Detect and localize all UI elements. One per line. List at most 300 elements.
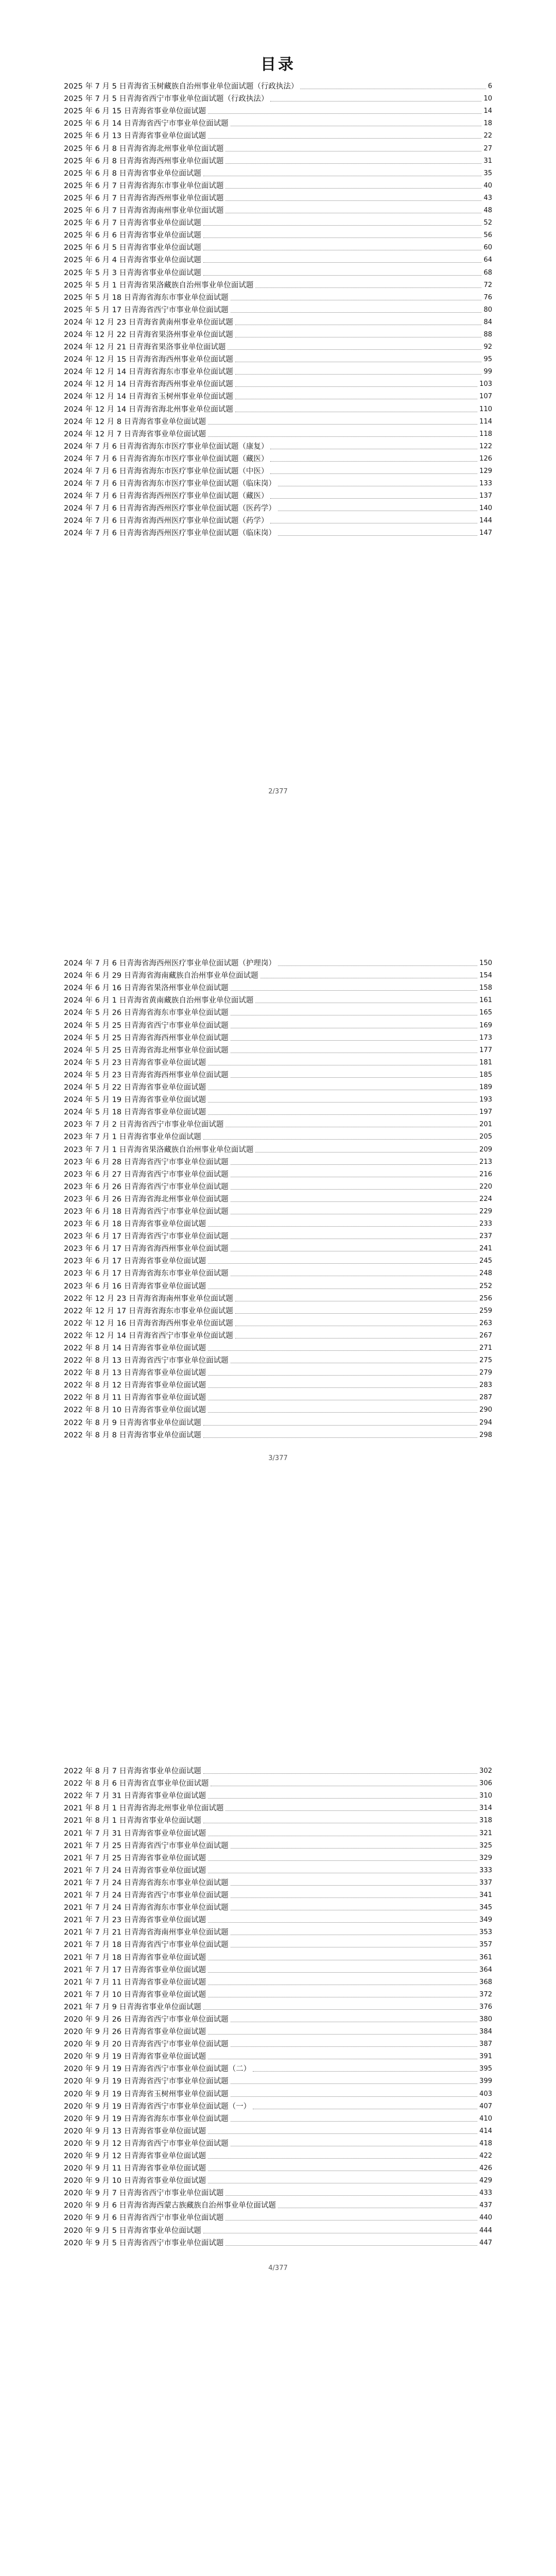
toc-entry-page: 237: [479, 1232, 492, 1241]
toc-dot-leader: [231, 1201, 478, 1202]
toc-entry[interactable]: [64, 1118, 492, 1131]
toc-entry-title: 2024 年 5 月 26 日青海省海东市事业单位面试题: [64, 1009, 229, 1018]
toc-entry-title: 2023 年 6 月 17 日青海省事业单位面试题: [64, 1257, 206, 1266]
toc-entry-title: 2024 年 12 月 8 日青海省事业单位面试题: [64, 417, 206, 426]
toc-entry-page: 126: [479, 454, 492, 463]
toc-entry-page: 147: [479, 529, 492, 537]
toc-entry[interactable]: [64, 403, 492, 415]
toc-entry-page: 267: [479, 1331, 492, 1340]
toc-entry[interactable]: [64, 2050, 492, 2063]
toc-dot-leader: [203, 1139, 477, 1140]
toc-entry-title: 2021 年 7 月 11 日青海省事业单位面试题: [64, 1978, 206, 1987]
toc-entry-page: 410: [479, 2114, 492, 2123]
toc-entry-title: 2022 年 12 月 23 日青海省海南州事业单位面试题: [64, 1294, 233, 1303]
toc-entry[interactable]: [64, 994, 492, 1007]
toc-entry-title: 2023 年 6 月 17 日青海省海东市事业单位面试题: [64, 1269, 229, 1278]
toc-entry-title: 2020 年 9 月 19 日青海省玉树州事业单位面试题: [64, 2090, 229, 2098]
toc-entry[interactable]: [64, 2063, 492, 2075]
toc-entry-title: 2022 年 8 月 8 日青海省事业单位面试题: [64, 1431, 201, 1439]
toc-entry-page: 290: [479, 1406, 492, 1414]
toc-entry-title: 2025 年 6 月 8 日青海省海西州事业单位面试题: [64, 157, 224, 165]
toc-entry-page: 418: [479, 2139, 492, 2147]
toc-dot-leader: [231, 312, 482, 313]
toc-entry[interactable]: [64, 329, 492, 341]
toc-entry[interactable]: [64, 1280, 492, 1292]
toc-entry[interactable]: [64, 1057, 492, 1069]
toc-dot-leader: [231, 1164, 478, 1165]
toc-entry-title: 2025 年 6 月 7 日青海省事业单位面试题: [64, 219, 201, 228]
toc-entry-page: 345: [479, 1904, 492, 1912]
toc-entry[interactable]: [64, 378, 492, 391]
toc-dot-leader: [253, 2071, 477, 2072]
toc-entry-title: 2025 年 6 月 4 日青海省事业单位面试题: [64, 256, 201, 265]
toc-entry-page: 56: [483, 231, 492, 240]
toc-entry[interactable]: [64, 453, 492, 465]
toc-entry[interactable]: [64, 316, 492, 329]
toc-entry[interactable]: [64, 1964, 492, 1976]
toc-entry[interactable]: [64, 465, 492, 478]
toc-entry-title: 2024 年 6 月 1 日青海省黄南藏族自治州事业单位面试题: [64, 996, 254, 1005]
toc-entry-page: 43: [483, 194, 492, 202]
toc-entry[interactable]: [64, 242, 492, 254]
toc-entry-page: 158: [479, 984, 492, 992]
toc-entry-title: 2020 年 9 月 19 日青海省西宁市事业单位面试题（一）: [64, 2102, 251, 2111]
toc-entry[interactable]: [64, 2100, 492, 2113]
toc-entry[interactable]: [64, 1404, 492, 1416]
toc-entry[interactable]: [64, 130, 492, 142]
toc-dot-leader: [231, 2046, 478, 2047]
toc-entry[interactable]: [64, 1193, 492, 1206]
toc-entry[interactable]: [64, 1765, 492, 1777]
toc-entry[interactable]: [64, 2224, 492, 2236]
toc-entry-page: 193: [479, 1096, 492, 1104]
toc-entry[interactable]: [64, 2088, 492, 2100]
toc-dot-leader: [208, 1387, 477, 1388]
toc-entry[interactable]: [64, 527, 492, 539]
toc-entry[interactable]: [64, 1168, 492, 1181]
toc-entry[interactable]: [64, 970, 492, 982]
toc-entry-page: 76: [483, 293, 492, 301]
toc-entry-page: 95: [483, 355, 492, 364]
toc-entry-title: 2024 年 5 月 25 日青海省海北州事业单位面试题: [64, 1046, 229, 1055]
toc-entry[interactable]: [64, 2113, 492, 2125]
toc-entry[interactable]: [64, 1230, 492, 1243]
toc-entry-title: 2024 年 5 月 18 日青海省事业单位面试题: [64, 1108, 206, 1117]
toc-entry-page: 387: [479, 2040, 492, 2048]
toc-entry[interactable]: [64, 341, 492, 353]
toc-entry[interactable]: [64, 1106, 492, 1118]
toc-page-1: [0, 0, 556, 824]
toc-entry[interactable]: [64, 1802, 492, 1815]
toc-dot-leader: [270, 461, 477, 462]
toc-entry[interactable]: [64, 366, 492, 378]
toc-entry[interactable]: [64, 1317, 492, 1330]
toc-entry-title: 2021 年 8 月 1 日青海省海北州事业单位面试题: [64, 1804, 224, 1813]
toc-entry[interactable]: [64, 1976, 492, 1989]
toc-entry-page: 241: [479, 1245, 492, 1253]
toc-entry-title: 2021 年 7 月 23 日青海省事业单位面试题: [64, 1916, 206, 1925]
toc-entry[interactable]: [64, 167, 492, 180]
toc-entry-title: 2020 年 9 月 20 日青海省西宁市事业单位面试题: [64, 2040, 229, 2049]
toc-entry[interactable]: [64, 1243, 492, 1255]
toc-entry-title: 2022 年 8 月 14 日青海省事业单位面试题: [64, 1344, 206, 1352]
toc-entry-page: 205: [479, 1133, 492, 1141]
toc-entry[interactable]: [64, 1416, 492, 1429]
toc-entry[interactable]: [64, 490, 492, 502]
toc-entry-title: 2022 年 8 月 9 日青海省事业单位面试题: [64, 1418, 201, 1427]
toc-entry-page: 118: [479, 430, 492, 438]
toc-dot-leader: [228, 349, 481, 350]
toc-entry[interactable]: [64, 1032, 492, 1044]
toc-entry-page: 22: [483, 132, 492, 140]
toc-entry[interactable]: [64, 192, 492, 205]
toc-entry[interactable]: [64, 1156, 492, 1168]
toc-entry[interactable]: [64, 205, 492, 217]
toc-entry[interactable]: [64, 1255, 492, 1267]
toc-entry-page: 31: [483, 157, 492, 165]
toc-entry-title: 2023 年 6 月 27 日青海省西宁市事业单位面试题: [64, 1170, 229, 1179]
toc-entry-title: 2024 年 12 月 14 日青海省海西州事业单位面试题: [64, 380, 233, 389]
toc-entry-page: 72: [483, 281, 492, 289]
toc-entry-title: 2023 年 6 月 18 日青海省事业单位面试题: [64, 1220, 206, 1229]
toc-entry-page: 245: [479, 1257, 492, 1265]
toc-entry-page: 110: [479, 405, 492, 413]
toc-dot-leader: [225, 200, 481, 201]
toc-entry-page: 60: [483, 244, 492, 252]
toc-entry[interactable]: [64, 1354, 492, 1367]
toc-entry-title: 2021 年 7 月 24 日青海省西宁市事业单位面试题: [64, 1891, 229, 1900]
toc-entry-title: 2023 年 7 月 2 日青海省西宁市事业单位面试题: [64, 1121, 224, 1129]
toc-entry[interactable]: [64, 2175, 492, 2187]
toc-entry-title: 2020 年 9 月 19 日青海省西宁市事业单位面试题: [64, 2077, 229, 2086]
toc-entry-title: 2021 年 7 月 25 日青海省西宁市事业单位面试题: [64, 1841, 229, 1850]
toc-entry-page: 314: [479, 1804, 492, 1812]
toc-dot-leader: [208, 1226, 477, 1227]
toc-dot-leader: [231, 2096, 478, 2097]
toc-entry[interactable]: [64, 1827, 492, 1839]
toc-entry-title: 2024 年 12 月 14 日青海省海北州事业单位面试题: [64, 405, 233, 414]
toc-entry[interactable]: [64, 416, 492, 428]
toc-entry-page: 447: [479, 2239, 492, 2247]
toc-dot-leader: [225, 2195, 477, 2196]
toc-entry-title: 2021 年 7 月 24 日青海省海东市事业单位面试题: [64, 1904, 229, 1912]
toc-entry-title: 2024 年 7 月 6 日青海省海西州医疗事业单位面试题（医药学）: [64, 504, 276, 513]
toc-entry-title: 2024 年 12 月 23 日青海省黄南州事业单位面试题: [64, 318, 233, 327]
toc-entry[interactable]: [64, 1081, 492, 1094]
toc-entry[interactable]: [64, 957, 492, 970]
toc-entry[interactable]: [64, 180, 492, 192]
toc-entry-title: 2020 年 9 月 10 日青海省事业单位面试题: [64, 2177, 206, 2185]
toc-entry-title: 2021 年 8 月 1 日青海省事业单位面试题: [64, 1817, 201, 1825]
toc-entry[interactable]: [64, 229, 492, 242]
toc-entry-page: 433: [479, 2189, 492, 2197]
toc-entry-title: 2024 年 12 月 21 日青海省果洛事业单位面试题: [64, 343, 226, 352]
toc-entry[interactable]: [64, 1094, 492, 1106]
toc-entry-page: 173: [479, 1033, 492, 1042]
toc-entry[interactable]: [64, 155, 492, 167]
toc-entry-page: 92: [483, 343, 492, 351]
toc-entry[interactable]: [64, 440, 492, 453]
toc-entry-title: 2020 年 9 月 11 日青海省事业单位面试题: [64, 2164, 206, 2173]
toc-entry[interactable]: [64, 1379, 492, 1392]
toc-entry-page: 380: [479, 2015, 492, 2023]
toc-entry-page: 161: [479, 996, 492, 1005]
toc-entry-page: 407: [479, 2102, 492, 2110]
toc-entry[interactable]: [64, 80, 492, 93]
toc-entry[interactable]: [64, 353, 492, 366]
toc-entry-page: 341: [479, 1891, 492, 1900]
toc-dot-leader: [231, 1897, 478, 1898]
toc-entry-title: 2024 年 7 月 6 日青海省海东市医疗事业单位面试题（藏医）: [64, 454, 269, 463]
toc-title: 目录: [260, 56, 296, 74]
toc-entry-page: 403: [479, 2090, 492, 2098]
page-number: 2/377: [268, 788, 288, 795]
toc-entry-title: 2021 年 7 月 31 日青海省事业单位面试题: [64, 1829, 206, 1838]
toc-entry[interactable]: [64, 1367, 492, 1379]
toc-entry[interactable]: [64, 1206, 492, 1218]
toc-entry[interactable]: [64, 1815, 492, 1827]
toc-entry[interactable]: [64, 1429, 492, 1442]
toc-entry[interactable]: [64, 1926, 492, 1939]
toc-entry[interactable]: [64, 2150, 492, 2162]
toc-entry-title: 2023 年 6 月 17 日青海省西宁市事业单位面试题: [64, 1232, 229, 1241]
toc-entry-page: 333: [479, 1866, 492, 1874]
toc-entry[interactable]: [64, 1392, 492, 1404]
toc-entry-title: 2022 年 8 月 13 日青海省西宁市事业单位面试题: [64, 1357, 229, 1365]
toc-entry[interactable]: [64, 1044, 492, 1057]
toc-entry-title: 2022 年 8 月 7 日青海省事业单位面试题: [64, 1767, 201, 1776]
toc-entry[interactable]: [64, 1181, 492, 1193]
toc-entry-title: 2025 年 5 月 18 日青海省海东市事业单位面试题: [64, 293, 229, 302]
toc-entry-page: 437: [479, 2201, 492, 2210]
toc-dot-leader: [208, 1922, 477, 1923]
toc-entry-page: 263: [479, 1319, 492, 1327]
toc-entry[interactable]: [64, 2026, 492, 2038]
toc-entry-page: 444: [479, 2226, 492, 2234]
toc-entry-page: 376: [479, 2003, 492, 2011]
toc-entry-title: 2024 年 5 月 25 日青海省西宁市事业单位面试题: [64, 1021, 229, 1030]
toc-entry-title: 2023 年 6 月 17 日青海省海西州事业单位面试题: [64, 1245, 229, 1253]
toc-entry[interactable]: [64, 1019, 492, 1031]
toc-entry-title: 2022 年 8 月 10 日青海省事业单位面试题: [64, 1406, 206, 1415]
toc-entry[interactable]: [64, 982, 492, 994]
toc-entry[interactable]: [64, 1007, 492, 1019]
toc-entry[interactable]: [64, 2187, 492, 2199]
toc-entry[interactable]: [64, 1305, 492, 1317]
toc-entry[interactable]: [64, 2199, 492, 2212]
toc-entry-page: 256: [479, 1294, 492, 1302]
toc-entry[interactable]: [64, 2237, 492, 2249]
toc-entry[interactable]: [64, 2038, 492, 2050]
toc-entry[interactable]: [64, 2212, 492, 2224]
toc-entry-title: 2025 年 7 月 5 日青海省西宁市事业单位面试题（行政执法）: [64, 95, 269, 104]
toc-entry[interactable]: [64, 1330, 492, 1342]
toc-entry-page: 399: [479, 2077, 492, 2086]
toc-page-4: [0, 2458, 556, 2576]
toc-entry[interactable]: [64, 217, 492, 229]
toc-entry[interactable]: [64, 2075, 492, 2088]
toc-entry-page: 275: [479, 1357, 492, 1365]
toc-entry[interactable]: [64, 2013, 492, 2026]
toc-entry-page: 325: [479, 1841, 492, 1850]
toc-entry[interactable]: [64, 2162, 492, 2175]
toc-entry-page: 422: [479, 2152, 492, 2160]
toc-entry-page: 14: [483, 107, 492, 115]
toc-dot-leader: [208, 436, 477, 437]
toc-dot-leader: [208, 113, 481, 114]
toc-entry[interactable]: [64, 1865, 492, 1877]
toc-entry[interactable]: [64, 1218, 492, 1230]
toc-entry-page: 364: [479, 1965, 492, 1974]
toc-dot-leader: [203, 2009, 477, 2010]
toc-entry[interactable]: [64, 142, 492, 155]
toc-dot-leader: [208, 1860, 477, 1861]
toc-entry-page: 220: [479, 1182, 492, 1191]
toc-entry-title: 2021 年 7 月 9 日青海省事业单位面试题: [64, 2003, 201, 2011]
toc-dot-leader: [225, 163, 481, 164]
toc-entry[interactable]: [64, 1914, 492, 1926]
toc-entry-page: 279: [479, 1369, 492, 1377]
toc-entry-title: 2024 年 12 月 15 日青海省海西州事业单位面试题: [64, 355, 233, 364]
toc-entry-title: 2025 年 6 月 15 日青海省事业单位面试题: [64, 107, 206, 116]
toc-entry-page: 329: [479, 1854, 492, 1862]
toc-entry-title: 2024 年 5 月 23 日青海省海西州事业单位面试题: [64, 1071, 229, 1079]
toc-entry-page: 224: [479, 1195, 492, 1203]
toc-entry-page: 64: [483, 256, 492, 264]
toc-entry-page: 129: [479, 467, 492, 475]
toc-entry-title: 2021 年 7 月 17 日青海省事业单位面试题: [64, 1965, 206, 1974]
toc-entry-title: 2020 年 9 月 12 日青海省西宁市事业单位面试题: [64, 2139, 229, 2148]
toc-entry-page: 306: [479, 1780, 492, 1788]
toc-entry[interactable]: [64, 515, 492, 527]
toc-entry-title: 2025 年 6 月 6 日青海省事业单位面试题: [64, 231, 201, 240]
toc-entry[interactable]: [64, 117, 492, 130]
toc-entry[interactable]: [64, 2001, 492, 2013]
toc-entry[interactable]: [64, 1902, 492, 1914]
toc-entry-title: 2020 年 9 月 19 日青海省西宁市事业单位面试题（二）: [64, 2065, 251, 2074]
toc-entry-title: 2020 年 9 月 19 日青海省事业单位面试题: [64, 2053, 206, 2061]
toc-entry-title: 2023 年 6 月 18 日青海省西宁市事业单位面试题: [64, 1207, 229, 1216]
toc-entry-title: 2022 年 12 月 14 日青海省西宁市事业单位面试题: [64, 1331, 233, 1340]
toc-entry-page: 318: [479, 1817, 492, 1825]
toc-entry-title: 2025 年 5 月 3 日青海省事业单位面试题: [64, 268, 201, 277]
toc-dot-leader: [278, 965, 477, 966]
toc-entry-title: 2025 年 6 月 8 日青海省事业单位面试题: [64, 169, 201, 178]
toc-dot-leader: [255, 287, 481, 288]
toc-entry[interactable]: [64, 1989, 492, 2001]
toc-dot-leader: [208, 2158, 477, 2159]
toc-entry-title: 2023 年 7 月 1 日青海省果洛藏族自治州事业单位面试题: [64, 1145, 254, 1154]
toc-entry[interactable]: [64, 292, 492, 304]
toc-entry-page: 99: [483, 368, 492, 376]
toc-entry-page: 429: [479, 2177, 492, 2185]
toc-entry[interactable]: [64, 1852, 492, 1865]
toc-entry[interactable]: [64, 254, 492, 266]
toc-entry-title: 2022 年 8 月 6 日青海省直事业单位面试题: [64, 1780, 209, 1788]
toc-entry[interactable]: [64, 2138, 492, 2150]
toc-dot-leader: [231, 2083, 478, 2084]
toc-entry[interactable]: [64, 266, 492, 279]
toc-entry[interactable]: [64, 105, 492, 117]
toc-entry-title: 2020 年 9 月 5 日青海省西宁市事业单位面试题: [64, 2239, 224, 2247]
toc-entry-page: 259: [479, 1307, 492, 1315]
toc-entry-page: 140: [479, 504, 492, 513]
toc-entry[interactable]: [64, 1889, 492, 1902]
toc-dot-leader: [208, 2133, 477, 2134]
toc-entry-title: 2020 年 9 月 26 日青海省西宁市事业单位面试题: [64, 2015, 229, 2024]
toc-entry-page: 27: [483, 144, 492, 152]
toc-entry[interactable]: [64, 279, 492, 292]
toc-dot-leader: [231, 1040, 478, 1041]
toc-entry-title: 2025 年 6 月 14 日青海省西宁市事业单位面试题: [64, 120, 229, 128]
toc-entry-page: 144: [479, 517, 492, 525]
toc-entry-page: 137: [479, 492, 492, 500]
toc-entry[interactable]: [64, 1777, 492, 1790]
toc-entry[interactable]: [64, 304, 492, 316]
toc-entry-title: 2022 年 8 月 11 日青海省事业单位面试题: [64, 1394, 206, 1402]
toc-entry[interactable]: [64, 502, 492, 515]
toc-entry[interactable]: [64, 478, 492, 490]
toc-entry-page: 310: [479, 1792, 492, 1800]
toc-dot-leader: [208, 2034, 477, 2035]
page-number: 3/377: [268, 1454, 288, 1462]
toc-entry-page: 48: [483, 207, 492, 215]
toc-entry[interactable]: [64, 1342, 492, 1354]
toc-entry[interactable]: [64, 1143, 492, 1156]
toc-entry-title: 2024 年 12 月 22 日青海省果洛州事业单位面试题: [64, 330, 233, 339]
toc-entry[interactable]: [64, 93, 492, 105]
toc-entry-title: 2021 年 7 月 24 日青海省海东市事业单位面试题: [64, 1878, 229, 1887]
toc-entry[interactable]: [64, 391, 492, 403]
toc-entry-page: 233: [479, 1220, 492, 1228]
toc-entry[interactable]: [64, 428, 492, 440]
toc-entry-page: 133: [479, 480, 492, 488]
toc-entry[interactable]: [64, 1840, 492, 1852]
toc-entry[interactable]: [64, 1069, 492, 1081]
toc-entry-title: 2022 年 12 月 17 日青海省海东市事业单位面试题: [64, 1307, 233, 1315]
toc-entry[interactable]: [64, 1951, 492, 1963]
toc-dot-leader: [231, 2121, 478, 2122]
toc-entry[interactable]: [64, 1267, 492, 1280]
toc-entry-page: 337: [479, 1878, 492, 1887]
toc-entry[interactable]: [64, 1877, 492, 1889]
toc-entry-page: 114: [479, 417, 492, 426]
toc-entry[interactable]: [64, 2125, 492, 2138]
toc-entry-title: 2023 年 6 月 26 日青海省海北州事业单位面试题: [64, 1195, 229, 1204]
toc-entry-page: 189: [479, 1083, 492, 1092]
toc-entry[interactable]: [64, 1790, 492, 1802]
toc-entry-page: 384: [479, 2028, 492, 2036]
toc-entry-title: 2023 年 6 月 16 日青海省事业单位面试题: [64, 1282, 206, 1291]
toc-dot-leader: [231, 1077, 478, 1078]
toc-entry[interactable]: [64, 1131, 492, 1143]
toc-entry-title: 2020 年 9 月 6 日青海省海西蒙古族藏族自治州事业单位面试题: [64, 2201, 276, 2210]
toc-entry-title: 2025 年 6 月 7 日青海省海东市事业单位面试题: [64, 181, 224, 190]
toc-dot-leader: [235, 374, 482, 375]
toc-entry-page: 283: [479, 1381, 492, 1389]
toc-entry-page: 18: [483, 120, 492, 128]
toc-entry-title: 2021 年 7 月 18 日青海省西宁市事业单位面试题: [64, 1941, 229, 1950]
toc-dot-leader: [203, 1773, 477, 1774]
toc-entry[interactable]: [64, 1939, 492, 1951]
toc-dot-leader: [278, 535, 477, 536]
toc-entry-page: 287: [479, 1394, 492, 1402]
toc-dot-leader: [208, 424, 477, 425]
toc-entry-title: 2020 年 9 月 19 日青海省海东市事业单位面试题: [64, 2114, 229, 2123]
toc-entry-page: 357: [479, 1941, 492, 1949]
toc-dot-leader: [225, 2220, 477, 2221]
toc-entry[interactable]: [64, 1293, 492, 1305]
